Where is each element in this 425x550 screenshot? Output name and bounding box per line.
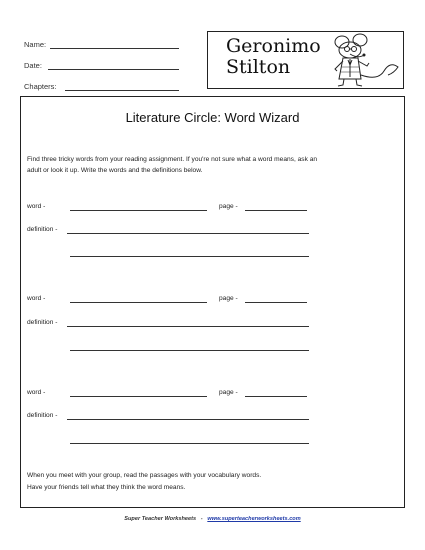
- page-answer-line[interactable]: [245, 210, 307, 211]
- definition-answer-line[interactable]: [67, 233, 309, 234]
- page-label: page -: [219, 389, 238, 396]
- page-answer-line[interactable]: [245, 302, 307, 303]
- logo-title-line1: Geronimo: [226, 35, 321, 57]
- name-label: Name:: [24, 40, 47, 49]
- worksheet-title: Literature Circle: Word Wizard: [125, 110, 300, 125]
- footer: [0, 516, 425, 522]
- date-line[interactable]: [48, 69, 179, 70]
- closing-line-2: Have your friends tell what they think the word means.: [27, 484, 186, 491]
- definition-answer-line-2[interactable]: [70, 256, 309, 257]
- definition-answer-line[interactable]: [67, 326, 309, 327]
- definition-answer-line-2[interactable]: [70, 350, 309, 351]
- closing-line-1: When you meet with your group, read the passages with your vocabulary words.: [27, 472, 262, 479]
- footer-url-link[interactable]: www.superteacherworksheets.com: [207, 516, 301, 522]
- footer-separator: -: [200, 516, 203, 522]
- page-answer-line[interactable]: [245, 396, 307, 397]
- page-label: page -: [219, 203, 238, 210]
- chapters-line[interactable]: [65, 90, 179, 91]
- word-answer-line[interactable]: [70, 396, 207, 397]
- definition-answer-line[interactable]: [67, 419, 309, 420]
- definition-answer-line-2[interactable]: [70, 443, 309, 444]
- word-answer-line[interactable]: [70, 210, 207, 211]
- mouse-character-icon: [328, 33, 402, 87]
- definition-label: definition -: [27, 319, 58, 326]
- chapters-label: Chapters:: [24, 82, 57, 91]
- instructions-line-2: adult or look it up. Write the words and the definitions below.: [27, 167, 203, 174]
- name-line[interactable]: [50, 48, 179, 49]
- word-answer-line[interactable]: [70, 302, 207, 303]
- instructions-line-1: Find three tricky words from your reading assignment. If you're not sure what a word means, ask an: [27, 156, 318, 163]
- word-label: word -: [27, 203, 46, 210]
- book-logo: [207, 31, 404, 89]
- definition-label: definition -: [27, 412, 58, 419]
- date-label: Date:: [24, 61, 42, 70]
- page-label: page -: [219, 295, 238, 302]
- word-label: word -: [27, 389, 46, 396]
- word-label: word -: [27, 295, 46, 302]
- definition-label: definition -: [27, 226, 58, 233]
- footer-publisher: Super Teacher Worksheets: [124, 516, 197, 522]
- logo-title-line2: Stilton: [226, 56, 291, 78]
